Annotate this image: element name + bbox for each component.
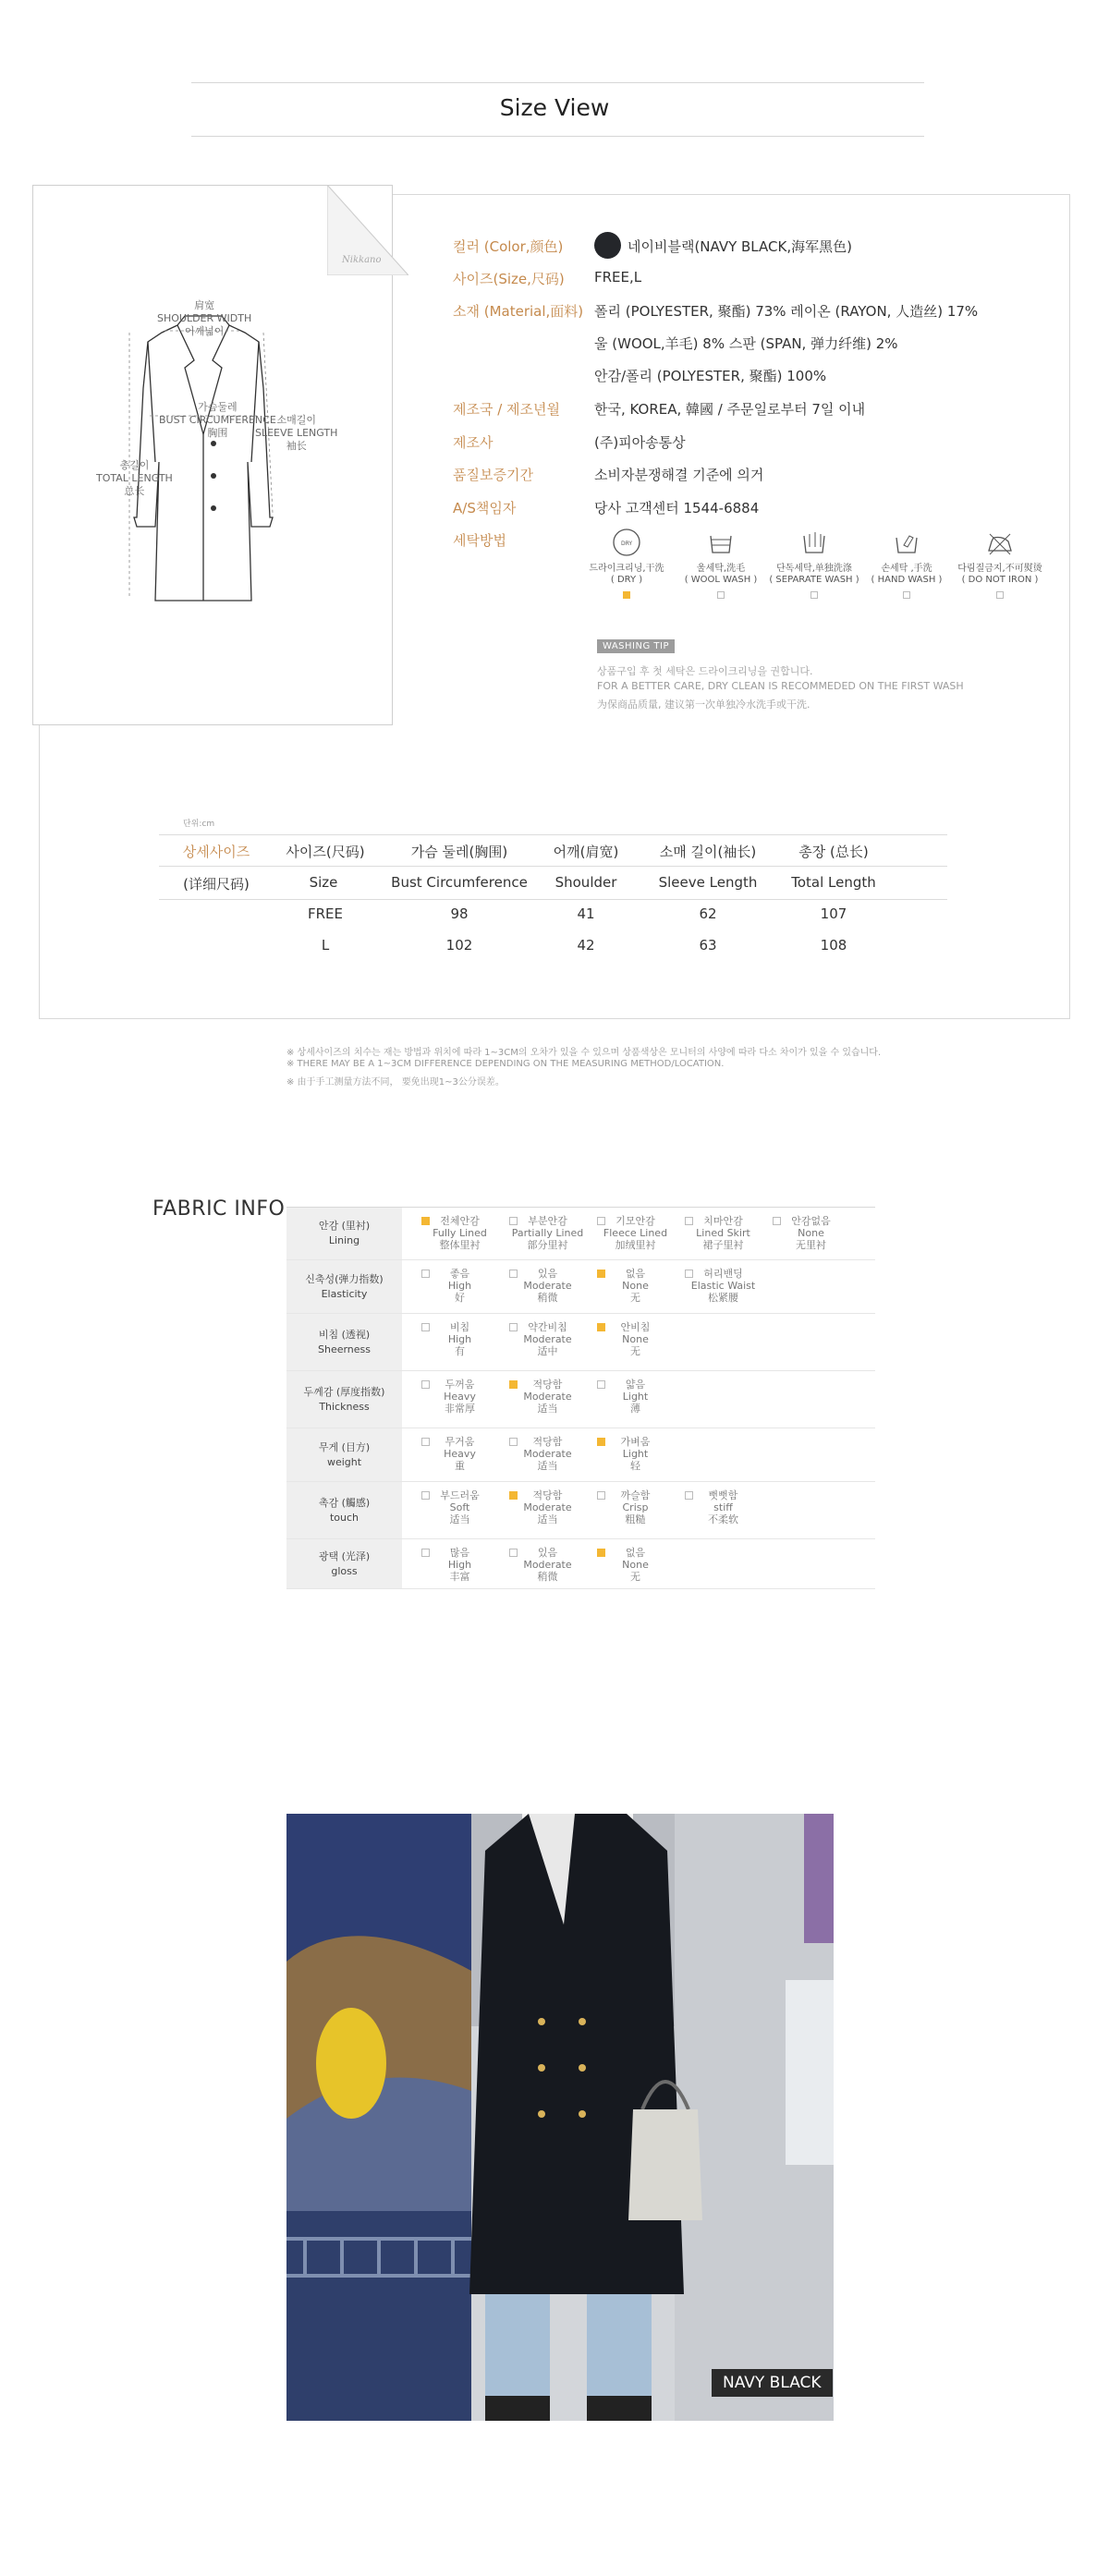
fabric-option-text: 전체안감 <box>440 1215 480 1227</box>
fabric-option-text: Moderate <box>523 1448 572 1460</box>
fabric-option-checkbox <box>509 1380 518 1389</box>
fabric-option-text: Fleece Lined <box>603 1227 668 1239</box>
fabric-option-checkbox <box>597 1270 605 1278</box>
size-table-label: 상세사이즈 <box>182 844 250 860</box>
fabric-option-text: 稍微 <box>537 1571 558 1583</box>
shoulder-width-label: 肩宽 SHOULDER WIDTH 어깨넓이 <box>157 299 252 337</box>
fabric-option-text: Heavy <box>444 1448 476 1460</box>
fabric-option <box>767 1215 855 1251</box>
spec-label-material: 소재 (Material,面料) <box>453 303 584 320</box>
washing-hand: 손세탁 ,手洗 ( HAND WASH ) <box>856 527 957 599</box>
separate-wash-icon <box>798 527 830 558</box>
table-cell: 63 <box>699 937 717 954</box>
fabric-option-checkbox <box>597 1323 605 1331</box>
fabric-option-text: 适当 <box>537 1460 558 1472</box>
fabric-option-text: 不柔软 <box>708 1513 738 1525</box>
fabric-row-head-text: 촉감 (觸感) <box>318 1496 371 1509</box>
fabric-info-title: FABRIC INFO <box>152 1197 286 1221</box>
fabric-option-text: 加绒里衬 <box>615 1239 656 1251</box>
washing-tip-badge: WASHING TIP <box>597 639 675 653</box>
fabric-row-head-text: Lining <box>328 1234 360 1246</box>
spec-label-color: 컬러 (Color,颜色) <box>453 238 564 255</box>
fabric-option-checkbox <box>509 1323 518 1331</box>
fabric-option <box>416 1379 504 1415</box>
fabric-option-text: 좋음 <box>449 1268 470 1280</box>
size-table-label-cn: (详细尺码) <box>183 876 250 893</box>
fabric-option-text: Moderate <box>523 1501 572 1513</box>
fabric-option-text: 非常厚 <box>445 1403 475 1415</box>
fabric-option <box>679 1215 767 1251</box>
fabric-row-head-text: touch <box>329 1511 360 1524</box>
spec-value-material-3: 안감/폴리 (POLYESTER, 聚酯) 100% <box>594 368 827 384</box>
fabric-row-head-text: 안감 (里衬) <box>318 1220 371 1232</box>
fabric-option-text: 치마안감 <box>703 1215 743 1227</box>
fabric-row-head <box>286 1314 402 1370</box>
fabric-option-text: Elastic Waist <box>690 1280 756 1292</box>
fabric-row-head <box>286 1260 402 1313</box>
fabric-option-text: 무거움 <box>445 1436 475 1448</box>
fabric-option-text: 있음 <box>537 1268 558 1280</box>
table-cell: 102 <box>445 937 473 954</box>
fabric-option-text: 无里衬 <box>796 1239 826 1251</box>
fabric-row-head-text: Elasticity <box>321 1287 368 1300</box>
fabric-option <box>504 1547 591 1583</box>
spec-value-warranty: 소비자분쟁해결 기준에 의거 <box>594 467 764 483</box>
fabric-option-checkbox <box>597 1438 605 1446</box>
table-cell: 98 <box>450 905 469 922</box>
washing-dry-checkbox <box>623 591 630 599</box>
fabric-option-text: 适当 <box>537 1513 558 1525</box>
table-rule <box>159 866 947 867</box>
fabric-row-head <box>286 1208 402 1259</box>
washing-tip-line-3: 为保商品质量, 建议第一次单独冷水洗手或干洗. <box>597 699 810 711</box>
washing-wool-checkbox <box>717 591 725 599</box>
divider <box>191 82 924 83</box>
wool-wash-icon <box>705 527 737 558</box>
fabric-option <box>591 1547 679 1583</box>
fabric-option-text: 适当 <box>449 1513 470 1525</box>
table-rule <box>159 834 947 835</box>
spec-value-as: 당사 고객센터 1544-6884 <box>594 500 760 516</box>
washing-no-iron-checkbox <box>996 591 1004 599</box>
fabric-option-text: 얇음 <box>625 1379 646 1391</box>
fabric-row <box>286 1428 875 1482</box>
washing-separate-checkbox <box>810 591 818 599</box>
fabric-option-text: 整体里衬 <box>439 1239 481 1251</box>
fabric-row-head-text: 신축성(弹力指数) <box>305 1272 384 1285</box>
fabric-row-head <box>286 1371 402 1428</box>
fabric-option-text: 안비침 <box>620 1321 651 1333</box>
fabric-option-checkbox <box>597 1217 605 1225</box>
product-photo <box>286 1814 834 2421</box>
size-table-header: 사이즈(尺码) <box>286 844 365 860</box>
color-tag-badge: NAVY BLACK <box>712 2369 833 2397</box>
fabric-option-checkbox <box>597 1380 605 1389</box>
fabric-option-text: stiff <box>713 1501 733 1513</box>
fabric-row-head-text: gloss <box>331 1564 358 1577</box>
fabric-option <box>416 1321 504 1357</box>
fabric-option-text: 기모안감 <box>615 1215 655 1227</box>
spec-label-maker: 제조사 <box>453 434 494 451</box>
size-table-header-en: Shoulder <box>554 874 617 891</box>
fabric-option-text: Soft <box>449 1501 470 1513</box>
fabric-option-text: Lined Skirt <box>696 1227 750 1239</box>
fabric-option-checkbox <box>421 1217 430 1225</box>
washing-separate: 단독세탁,单独洗涤 ( SEPARATE WASH ) <box>763 527 865 599</box>
size-note: ※ 由于手工测量方法不同， 要免出现1~3公分误差。 <box>286 1077 505 1088</box>
bust-circumference-label: 가슴둘레 BUST CIRCUMFERENCE 胸围 <box>159 401 276 439</box>
fabric-option <box>504 1321 591 1357</box>
fabric-option-text: 薄 <box>630 1403 640 1415</box>
fabric-row-head-text: Sheerness <box>317 1343 372 1355</box>
fabric-option-text: 粗糙 <box>625 1513 646 1525</box>
spec-label-size: 사이즈(Size,尺码) <box>453 271 565 287</box>
fabric-option-checkbox <box>421 1323 430 1331</box>
fabric-option-text: 비침 <box>449 1321 470 1333</box>
fabric-option <box>504 1489 591 1525</box>
fabric-option-text: 无 <box>630 1571 640 1583</box>
fabric-row <box>286 1482 875 1539</box>
spec-value-material-2: 울 (WOOL,羊毛) 8% 스판 (SPAN, 弹力纤维) 2% <box>594 335 898 352</box>
fabric-option <box>504 1379 591 1415</box>
fabric-option <box>591 1489 679 1525</box>
fabric-option <box>416 1215 504 1251</box>
fabric-option-text: 약간비침 <box>528 1321 567 1333</box>
fabric-row-head-text: 광택 (光泽) <box>318 1549 371 1562</box>
signature: Nikkano <box>342 255 382 265</box>
fabric-option-text: 두꺼움 <box>445 1379 475 1391</box>
spec-label-washing: 세탁방법 <box>453 532 506 549</box>
fabric-option-text: 까슬함 <box>620 1489 651 1501</box>
fabric-row-head-text: weight <box>326 1455 362 1468</box>
fabric-option-text: 无 <box>630 1292 640 1304</box>
fabric-option-text: 适当 <box>537 1403 558 1415</box>
washing-wool: 울세탁,洗毛 ( WOOL WASH ) <box>670 527 772 599</box>
fabric-option <box>679 1268 767 1304</box>
fabric-option-text: 적당함 <box>532 1436 563 1448</box>
fabric-option-text: Crisp <box>622 1501 649 1513</box>
fabric-option-checkbox <box>597 1491 605 1500</box>
washing-dry: DRY 드라이크리닝,干洗 ( DRY ) <box>576 527 677 599</box>
fabric-option <box>591 1215 679 1251</box>
fabric-option-checkbox <box>421 1491 430 1500</box>
total-length-label: 총길이 TOTAL LENGTH 总长 <box>96 459 173 497</box>
table-cell: 62 <box>699 905 717 922</box>
fabric-option-checkbox <box>509 1438 518 1446</box>
fabric-option-text: High <box>447 1333 472 1345</box>
fabric-option <box>416 1547 504 1583</box>
fabric-row <box>286 1371 875 1428</box>
fabric-row-head-text: 비침 (透视) <box>318 1328 371 1341</box>
fabric-option-text: Moderate <box>523 1391 572 1403</box>
fabric-option-checkbox <box>685 1270 693 1278</box>
fabric-option-checkbox <box>509 1549 518 1557</box>
fabric-option-text: Light <box>622 1448 649 1460</box>
fabric-option-text: 轻 <box>630 1460 640 1472</box>
fabric-row-head <box>286 1539 402 1588</box>
fabric-option-text: 适中 <box>537 1345 558 1357</box>
size-table-header-en: Bust Circumference <box>391 874 528 891</box>
spec-label-warranty: 품질보증기간 <box>453 467 533 483</box>
fabric-row <box>286 1539 875 1589</box>
fabric-option <box>504 1268 591 1304</box>
spec-value-origin: 한국, KOREA, 韓國 / 주문일로부터 7일 이내 <box>594 401 866 418</box>
size-table-header-en: Total Length <box>791 874 876 891</box>
fabric-option-text: 가벼움 <box>620 1436 651 1448</box>
color-swatch <box>594 232 621 259</box>
fabric-option-text: 无 <box>630 1345 640 1357</box>
table-cell: 107 <box>820 905 847 922</box>
model-photo-image <box>286 1814 834 2421</box>
fabric-option-checkbox <box>685 1217 693 1225</box>
size-table-header: 어깨(肩宽) <box>553 844 619 860</box>
fabric-option-text: 많음 <box>449 1547 470 1559</box>
fabric-option-checkbox <box>421 1549 430 1557</box>
fabric-row <box>286 1260 875 1314</box>
fabric-option <box>591 1268 679 1304</box>
fabric-option-text: 부분안감 <box>528 1215 567 1227</box>
fabric-option-checkbox <box>421 1270 430 1278</box>
fabric-option-text: High <box>447 1559 472 1571</box>
fabric-option-text: 部分里衬 <box>527 1239 568 1251</box>
fabric-option-checkbox <box>509 1217 518 1225</box>
table-cell: FREE <box>307 905 344 922</box>
fabric-row-head-text: Thickness <box>319 1400 370 1413</box>
fabric-option <box>504 1436 591 1472</box>
fabric-option-text: 부드러움 <box>440 1489 480 1501</box>
fabric-option-text: Moderate <box>523 1280 572 1292</box>
fabric-row <box>286 1314 875 1371</box>
washing-hand-checkbox <box>903 591 910 599</box>
fabric-row <box>286 1207 875 1260</box>
spec-value-size: FREE,L <box>594 269 642 286</box>
table-cell: 41 <box>577 905 595 922</box>
fabric-option-text: None <box>798 1227 824 1239</box>
size-table-header-en: Sleeve Length <box>658 874 758 891</box>
spec-label-origin: 제조국 / 제조년월 <box>453 401 561 418</box>
size-table-header: 가슴 둘레(胸围) <box>410 844 508 860</box>
size-view-title: Size View <box>499 94 610 121</box>
washing-no-iron: 다림질금지,不可熨烫 ( DO NOT IRON ) <box>949 527 1051 599</box>
fabric-option-text: 好 <box>455 1292 465 1304</box>
fabric-option <box>416 1489 504 1525</box>
fabric-option-checkbox <box>509 1270 518 1278</box>
fabric-option <box>591 1436 679 1472</box>
fabric-option-text: 有 <box>455 1345 465 1357</box>
sleeve-length-label: 소매길이 SLEEVE LENGTH 袖长 <box>255 414 338 452</box>
fabric-option-text: None <box>622 1559 649 1571</box>
size-table-unit: 단위:cm <box>183 820 215 829</box>
fabric-option <box>591 1379 679 1415</box>
hand-wash-icon <box>891 527 922 558</box>
table-rule <box>159 899 947 900</box>
fabric-option <box>679 1489 767 1525</box>
fabric-option-text: 없음 <box>625 1547 646 1559</box>
fabric-option-text: Light <box>622 1391 649 1403</box>
size-note: ※ 상세사이즈의 치수는 재는 방법과 위치에 따라 1~3CM의 오차가 있을 수 있으며 상품색상은 모니터의 사양에 따라 다소 차이가 있을 수 있습니다. <box>286 1048 882 1058</box>
fabric-option-text: 없음 <box>625 1268 646 1280</box>
washing-tip-line-1: 상품구입 후 첫 세탁은 드라이크리닝을 권합니다. <box>597 665 813 677</box>
fabric-option-text: 적당함 <box>532 1379 563 1391</box>
spec-value-color: 네이비블랙(NAVY BLACK,海军黑色) <box>628 238 852 255</box>
fabric-option-text: 稍微 <box>537 1292 558 1304</box>
fabric-option-text: 적당함 <box>532 1489 563 1501</box>
spec-value-maker: (주)피아송통상 <box>594 434 686 451</box>
spec-value-material-1: 폴리 (POLYESTER, 聚酯) 73% 레이온 (RAYON, 人造丝) 17% <box>594 303 979 320</box>
fabric-option-text: 있음 <box>537 1547 558 1559</box>
fabric-option-text: 뻣뻣함 <box>708 1489 738 1501</box>
fabric-row-head-text: 두께감 (厚度指数) <box>303 1385 385 1398</box>
size-table-header: 소매 길이(袖长) <box>659 844 757 860</box>
fabric-option-text: 안감없음 <box>791 1215 831 1227</box>
fabric-option-text: Heavy <box>444 1391 476 1403</box>
size-note: ※ THERE MAY BE A 1~3CM DIFFERENCE DEPENDING ON THE MEASURING METHOD/LOCATION. <box>286 1059 725 1069</box>
fabric-option-text: 丰富 <box>449 1571 470 1583</box>
table-cell: L <box>321 937 330 954</box>
fabric-option <box>416 1268 504 1304</box>
fabric-option-text: 松紧腰 <box>708 1292 738 1304</box>
dry-clean-icon <box>611 527 642 558</box>
fabric-option <box>504 1215 591 1251</box>
svg-text:DRY: DRY <box>620 541 633 547</box>
fabric-option-checkbox <box>773 1217 781 1225</box>
washing-tip-line-2: FOR A BETTER CARE, DRY CLEAN IS RECOMMEDED ON THE FIRST WASH <box>597 680 964 692</box>
fabric-option-checkbox <box>421 1380 430 1389</box>
fabric-option-text: Moderate <box>523 1559 572 1571</box>
divider <box>191 136 924 137</box>
fabric-option-checkbox <box>597 1549 605 1557</box>
fabric-option-text: High <box>447 1280 472 1292</box>
fabric-option-text: 重 <box>455 1460 465 1472</box>
table-cell: 108 <box>820 937 847 954</box>
fabric-option-text: Partially Lined <box>511 1227 584 1239</box>
fabric-row-head <box>286 1428 402 1481</box>
spec-label-as: A/S책임자 <box>453 500 517 516</box>
fabric-option-text: Fully Lined <box>433 1227 487 1239</box>
fabric-option-text: None <box>622 1333 649 1345</box>
fabric-option-text: None <box>622 1280 649 1292</box>
do-not-iron-icon <box>984 527 1016 558</box>
table-cell: 42 <box>577 937 595 954</box>
size-table-header-en: Size <box>309 874 338 891</box>
fabric-option-text: Moderate <box>523 1333 572 1345</box>
fabric-option-checkbox <box>685 1491 693 1500</box>
fabric-option <box>416 1436 504 1472</box>
fabric-option <box>591 1321 679 1357</box>
size-table-header: 총장 (总长) <box>798 844 869 860</box>
fabric-option-checkbox <box>421 1438 430 1446</box>
fabric-option-text: 허리밴딩 <box>703 1268 743 1280</box>
fabric-option-checkbox <box>509 1491 518 1500</box>
fabric-row-head-text: 무게 (目方) <box>318 1440 371 1453</box>
fabric-option-text: 裙子里衬 <box>702 1239 744 1251</box>
fabric-row-head <box>286 1482 402 1538</box>
